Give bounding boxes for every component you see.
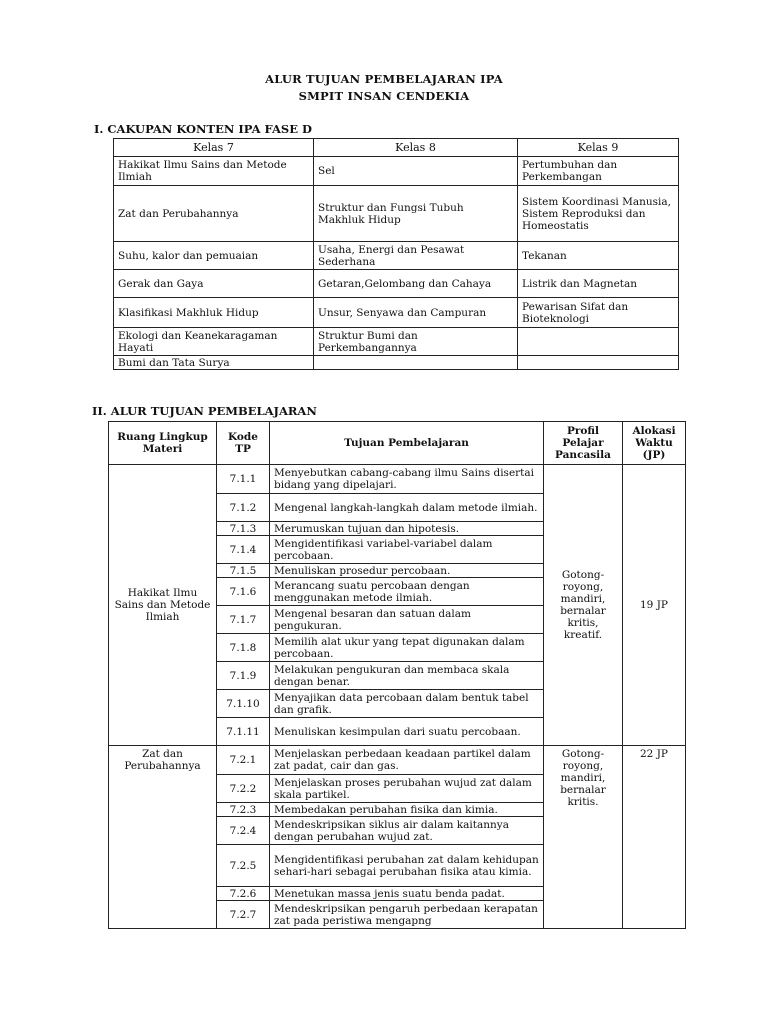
goal-cell: Memilih alat ukur yang tepat digunakan dalam percobaan. xyxy=(270,634,544,662)
column-header-tujuan: Tujuan Pembelajaran xyxy=(270,422,544,465)
table-cell: Bumi dan Tata Surya xyxy=(114,356,314,370)
tp-code-cell: 7.1.3 xyxy=(217,522,270,536)
profil-cell: Gotong-royong, mandiri, bernalar kritis, kreatif. xyxy=(544,465,623,746)
table-cell: Pertumbuhan dan Perkembangan xyxy=(518,157,679,186)
table-cell: Gerak dan Gaya xyxy=(114,270,314,298)
goal-cell: Menetukan massa jenis suatu benda padat. xyxy=(270,887,544,901)
table-header-row xyxy=(109,422,686,465)
table-header-row xyxy=(114,139,679,157)
table-row xyxy=(114,356,679,370)
table-cell: Zat dan Perubahannya xyxy=(114,186,314,242)
column-header: Kelas 8 xyxy=(314,139,518,157)
goal-cell: Membedakan perubahan fisika dan kimia. xyxy=(270,803,544,817)
goal-cell: Menyajikan data percobaan dalam bentuk tabel dan grafik. xyxy=(270,690,544,718)
tp-code-cell: 7.1.7 xyxy=(217,606,270,634)
alokasi-cell: 19 JP xyxy=(623,465,686,746)
column-header-alokasi: Alokasi Waktu (JP) xyxy=(623,422,686,465)
table-cell: Sistem Koordinasi Manusia, Sistem Reproduksi dan Homeostatis xyxy=(518,186,679,242)
column-header: Kelas 7 xyxy=(114,139,314,157)
tp-code-cell: 7.2.5 xyxy=(217,845,270,887)
tp-code-cell: 7.1.2 xyxy=(217,494,270,522)
table-row xyxy=(114,328,679,356)
table-row xyxy=(114,186,679,242)
column-header: Kelas 9 xyxy=(518,139,679,157)
column-header-kode-tp: Kode TP xyxy=(217,422,270,465)
school-name: SMPIT INSAN CENDEKIA xyxy=(298,89,470,103)
column-header-profil: Profil Pelajar Pancasila xyxy=(544,422,623,465)
scope-cell: Hakikat Ilmu Sains dan Metode Ilmiah xyxy=(109,465,217,746)
table-row xyxy=(109,746,686,775)
table-cell: Struktur Bumi dan Perkembangannya xyxy=(314,328,518,356)
goal-cell: Menuliskan prosedur percobaan. xyxy=(270,564,544,578)
goal-cell: Menjelaskan proses perubahan wujud zat dalam skala partikel. xyxy=(270,775,544,803)
tp-code-cell: 7.1.1 xyxy=(217,465,270,494)
table-cell: Suhu, kalor dan pemuaian xyxy=(114,242,314,270)
goal-cell: Merumuskan tujuan dan hipotesis. xyxy=(270,522,544,536)
goal-cell: Mengenal besaran dan satuan dalam pengukuran. xyxy=(270,606,544,634)
alokasi-cell: 22 JP xyxy=(623,746,686,929)
tp-code-cell: 7.1.8 xyxy=(217,634,270,662)
tp-code-cell: 7.2.3 xyxy=(217,803,270,817)
table-cell: Hakikat Ilmu Sains dan Metode Ilmiah xyxy=(114,157,314,186)
goal-cell: Melakukan pengukuran dan membaca skala dengan benar. xyxy=(270,662,544,690)
profil-cell: Gotong-royong, mandiri, bernalar kritis. xyxy=(544,746,623,929)
table-cell: Unsur, Senyawa dan Campuran xyxy=(314,298,518,328)
column-header-ruang-lingkup: Ruang Lingkup Materi xyxy=(109,422,217,465)
scope-cell: Zat dan Perubahannya xyxy=(109,746,217,929)
table-row xyxy=(114,298,679,328)
tp-code-cell: 7.2.4 xyxy=(217,817,270,845)
goal-cell: Mengidentifikasi perubahan zat dalam kehidupan sehari-hari sebagai perubahan fisika atau kimia. xyxy=(270,845,544,887)
goal-cell: Mendeskripsikan siklus air dalam kaitannya dengan perubahan wujud zat. xyxy=(270,817,544,845)
section-2-heading: II. ALUR TUJUAN PEMBELAJARAN xyxy=(92,404,317,418)
table-row xyxy=(114,242,679,270)
table-cell: Klasifikasi Makhluk Hidup xyxy=(114,298,314,328)
table-cell xyxy=(518,356,679,370)
section-1-heading: I. CAKUPAN KONTEN IPA FASE D xyxy=(94,122,312,136)
table-cell: Pewarisan Sifat dan Bioteknologi xyxy=(518,298,679,328)
tp-code-cell: 7.1.9 xyxy=(217,662,270,690)
goal-cell: Menjelaskan perbedaan keadaan partikel dalam zat padat, cair dan gas. xyxy=(270,746,544,775)
content-scope-table xyxy=(113,138,679,370)
table-cell: Struktur dan Fungsi Tubuh Makhluk Hidup xyxy=(314,186,518,242)
tp-code-cell: 7.1.4 xyxy=(217,536,270,564)
tp-code-cell: 7.1.5 xyxy=(217,564,270,578)
goal-cell: Mendeskripsikan pengaruh perbedaan kerapatan zat pada peristiwa mengapng xyxy=(270,901,544,929)
goal-cell: Menuliskan kesimpulan dari suatu percobaan. xyxy=(270,718,544,746)
tp-code-cell: 7.2.2 xyxy=(217,775,270,803)
tp-code-cell: 7.1.11 xyxy=(217,718,270,746)
tp-code-cell: 7.2.6 xyxy=(217,887,270,901)
learning-objectives-table xyxy=(108,421,686,929)
document-title: ALUR TUJUAN PEMBELAJARAN IPA xyxy=(265,72,503,86)
table-cell: Ekologi dan Keanekaragaman Hayati xyxy=(114,328,314,356)
tp-code-cell: 7.2.7 xyxy=(217,901,270,929)
tp-code-cell: 7.1.6 xyxy=(217,578,270,606)
table-cell xyxy=(314,356,518,370)
table-cell: Usaha, Energi dan Pesawat Sederhana xyxy=(314,242,518,270)
goal-cell: Merancang suatu percobaan dengan menggunakan metode ilmiah. xyxy=(270,578,544,606)
table-cell xyxy=(518,328,679,356)
table-cell: Tekanan xyxy=(518,242,679,270)
table-cell: Getaran,Gelombang dan Cahaya xyxy=(314,270,518,298)
tp-code-cell: 7.1.10 xyxy=(217,690,270,718)
table-cell: Sel xyxy=(314,157,518,186)
table-row xyxy=(114,157,679,186)
goal-cell: Mengenal langkah-langkah dalam metode ilmiah. xyxy=(270,494,544,522)
goal-cell: Mengidentifikasi variabel-variabel dalam percobaan. xyxy=(270,536,544,564)
table-cell: Listrik dan Magnetan xyxy=(518,270,679,298)
table-row xyxy=(114,270,679,298)
goal-cell: Menyebutkan cabang-cabang ilmu Sains disertai bidang yang dipelajari. xyxy=(270,465,544,494)
tp-code-cell: 7.2.1 xyxy=(217,746,270,775)
table-row xyxy=(109,465,686,494)
